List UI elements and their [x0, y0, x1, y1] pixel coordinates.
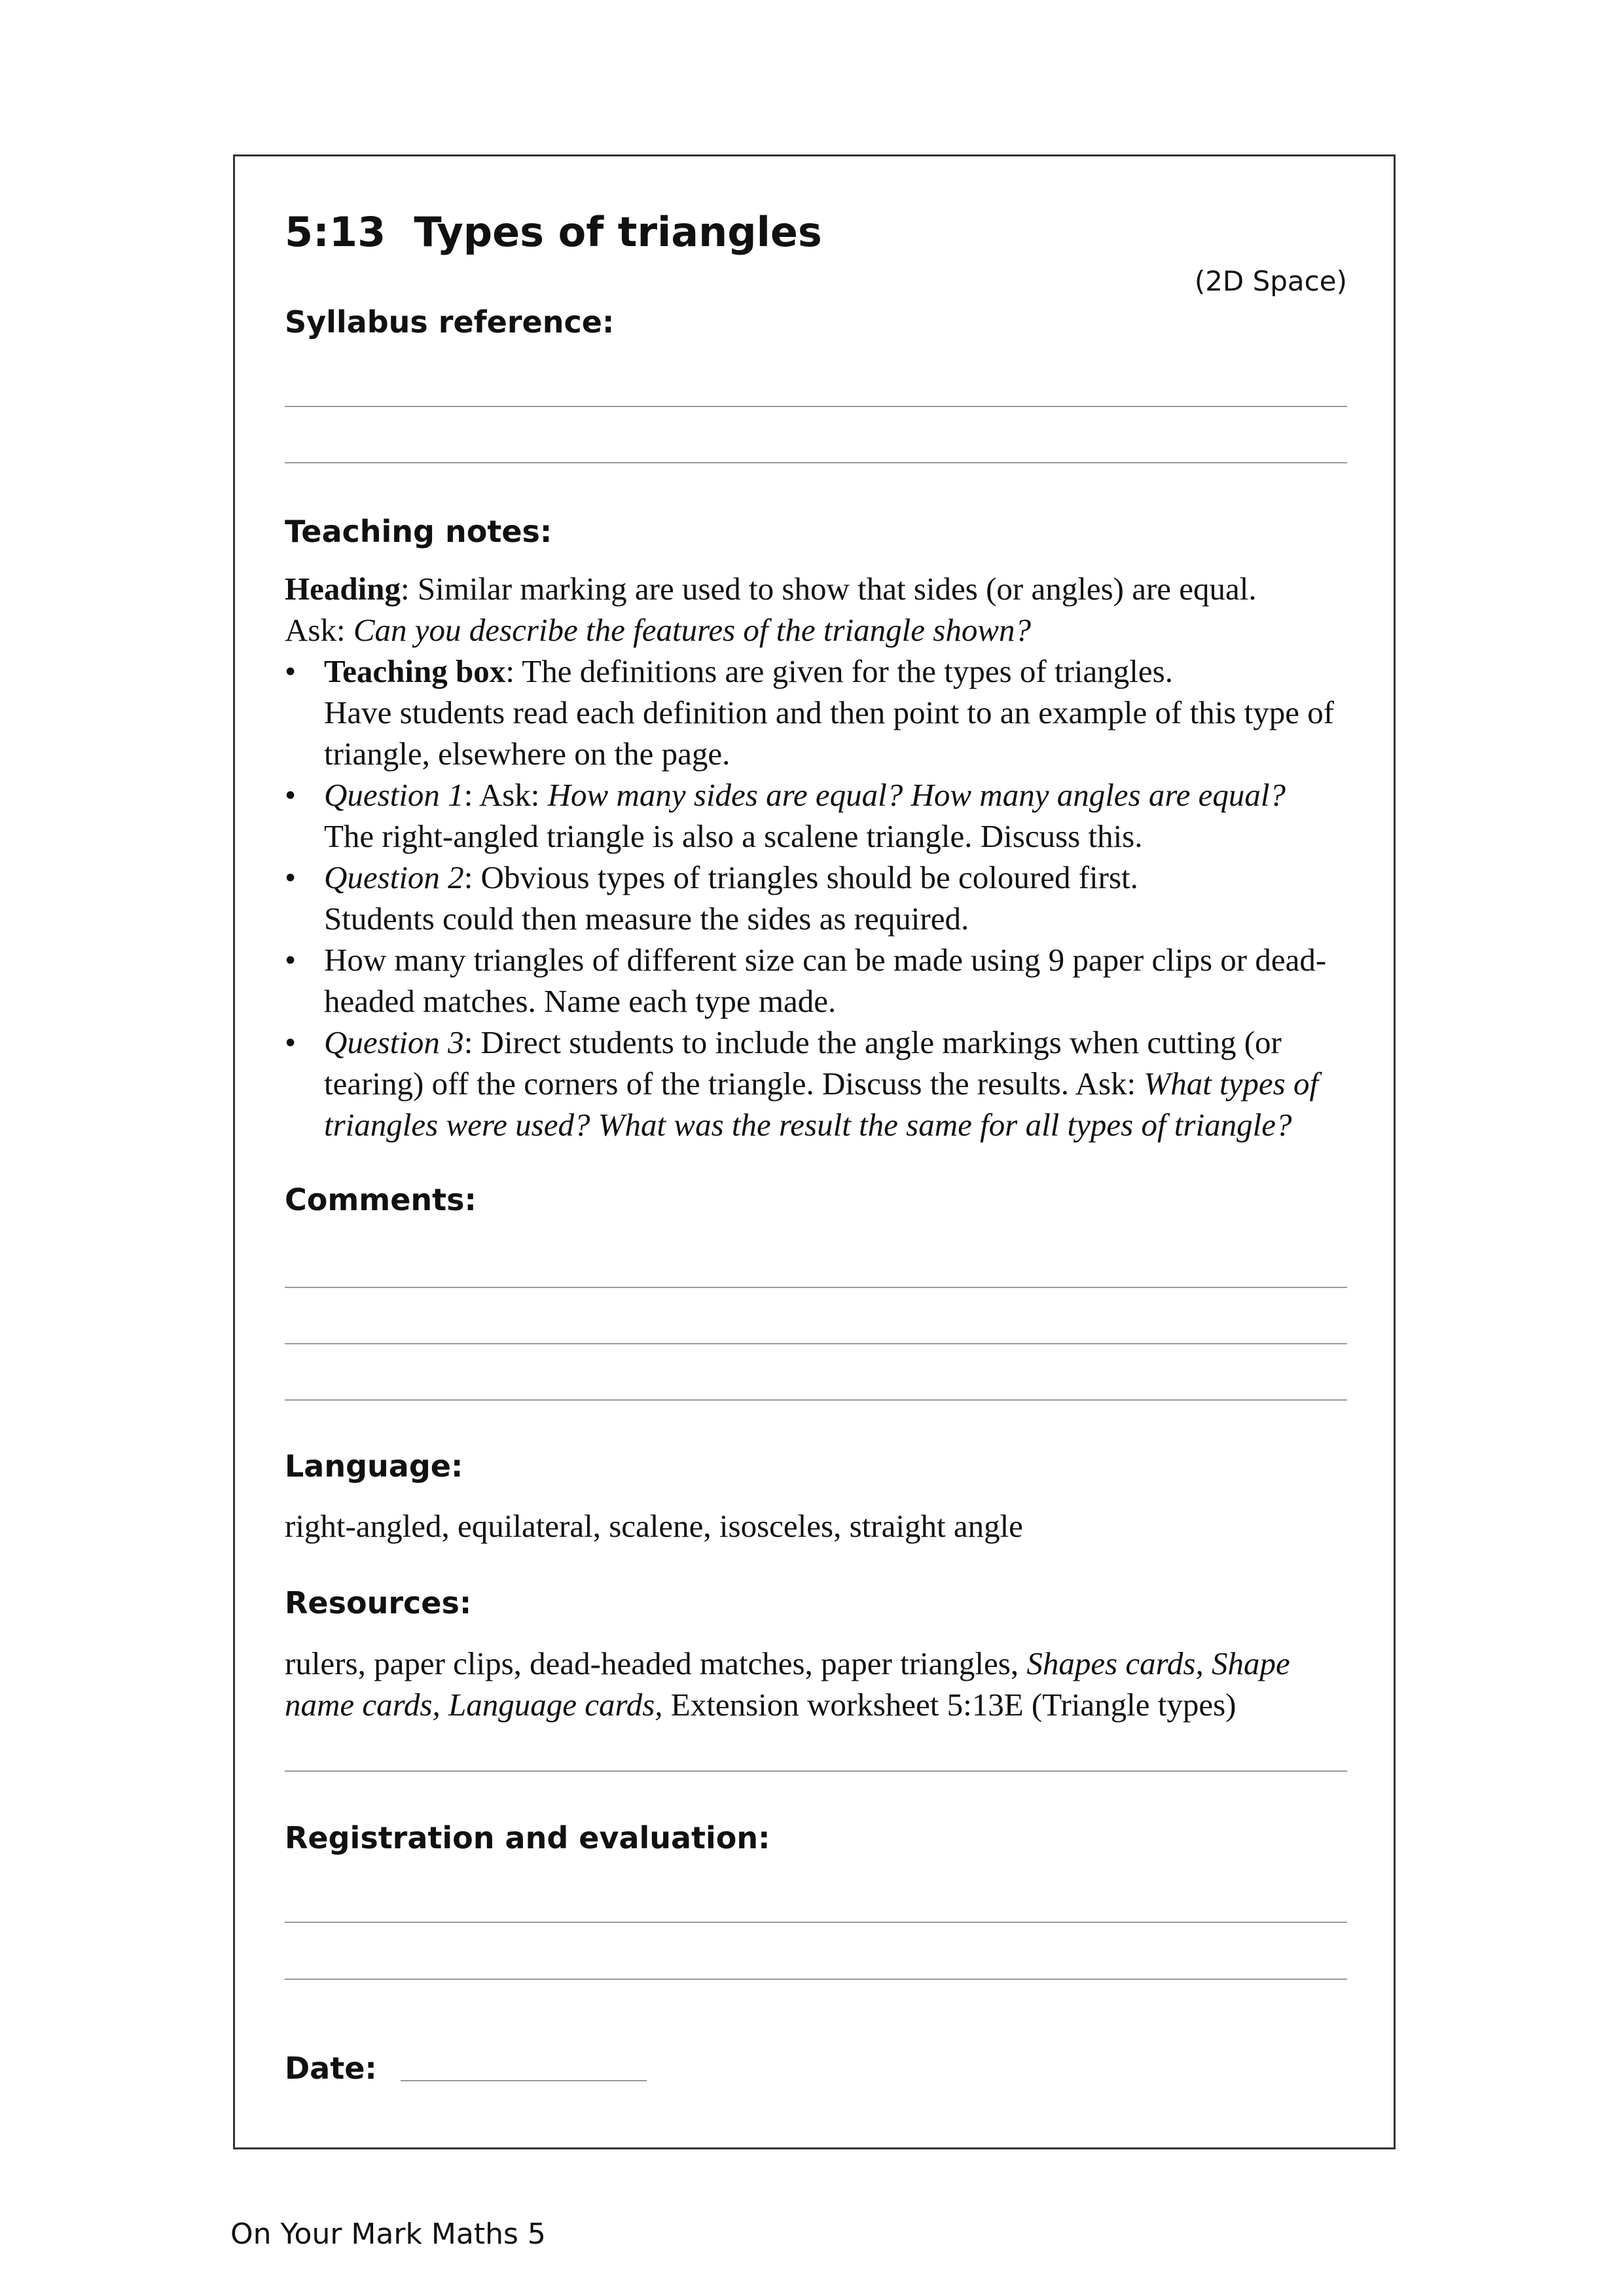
ask-note — [285, 609, 1358, 651]
teaching-notes-list — [285, 651, 1358, 1145]
subject-label: (2D Space) — [1194, 265, 1347, 297]
bullet-icon: • — [285, 777, 297, 813]
heading-note-label: Heading — [285, 571, 401, 607]
date-line — [401, 2080, 647, 2081]
bullet-icon: • — [285, 653, 297, 689]
question-1-label: Question 1 — [324, 777, 464, 813]
question-2-text-2: Students could then measure the sides as required. — [324, 901, 969, 937]
ask-question: Can you describe the features of the triangle shown? — [353, 612, 1032, 648]
registration-line-2 — [285, 1979, 1347, 1980]
date-label: Date: — [285, 2051, 377, 2086]
question-3-ask: What types of triangles were used? What was the result the same for all types of triangle? — [324, 1066, 1319, 1143]
resources-text — [285, 1643, 1358, 1725]
question-1-text: : Ask: — [463, 777, 548, 813]
heading-note — [285, 568, 1358, 609]
syllabus-line-2 — [285, 462, 1347, 463]
teaching-box-label: Teaching box — [324, 653, 506, 689]
resources-heading: Resources: — [285, 1585, 472, 1621]
teaching-box-text-2: Have students read each definition and then point to an example of this type of triangle, elsewhere on the page. — [324, 694, 1335, 772]
language-text: right-angled, equilateral, scalene, isosceles, straight angle — [285, 1508, 1023, 1544]
resources-plain: rulers, paper clips, dead-headed matches, paper triangles, — [285, 1645, 1027, 1681]
footer-text: On Your Mark Maths 5 — [230, 2217, 546, 2251]
resources-extension: Extension worksheet 5:13E (Triangle types) — [662, 1687, 1236, 1723]
list-item — [285, 1022, 1358, 1145]
language-heading: Language: — [285, 1448, 463, 1484]
teaching-box-text: : The definitions are given for the types of triangles. — [505, 653, 1173, 689]
bullet-icon: • — [285, 859, 297, 895]
registration-line-1 — [285, 1922, 1347, 1923]
syllabus-line-1 — [285, 406, 1347, 407]
ask-label: Ask: — [285, 612, 353, 648]
syllabus-heading: Syllabus reference: — [285, 304, 615, 340]
question-3-text: : Direct students to include the angle markings when cutting (or tearing) off the corners of the triangle. Discuss the results. Ask: — [324, 1024, 1282, 1102]
page-title: 5:13 Types of triangles — [285, 208, 822, 256]
paper-clips-text: How many triangles of different size can be made using 9 paper clips or dead-headed matches. Name each type made. — [324, 942, 1327, 1019]
heading-note-text: : Similar marking are used to show that sides (or angles) are equal. — [400, 571, 1257, 607]
question-1-ask: How many sides are equal? How many angles are equal? — [547, 777, 1286, 813]
comments-heading: Comments: — [285, 1182, 477, 1217]
bullet-icon: • — [285, 942, 297, 978]
question-1-text-2: The right-angled triangle is also a scalene triangle. Discuss this. — [324, 818, 1143, 854]
question-3-label: Question 3 — [324, 1024, 464, 1060]
registration-heading: Registration and evaluation: — [285, 1820, 770, 1856]
list-item — [285, 774, 1358, 857]
resources-line — [285, 1770, 1347, 1772]
bullet-icon: • — [285, 1024, 297, 1060]
resources-cards: Shapes cards, Shape name cards, Language cards, — [285, 1645, 1290, 1723]
comments-line-2 — [285, 1343, 1347, 1344]
teaching-notes-heading: Teaching notes: — [285, 514, 552, 549]
list-item — [285, 651, 1358, 774]
list-item — [285, 939, 1358, 1022]
comments-line-1 — [285, 1287, 1347, 1288]
comments-line-3 — [285, 1399, 1347, 1401]
question-2-text: : Obvious types of triangles should be coloured first. — [463, 859, 1138, 895]
list-item — [285, 857, 1358, 939]
teaching-notes-body — [285, 568, 1358, 1145]
question-2-label: Question 2 — [324, 859, 464, 895]
